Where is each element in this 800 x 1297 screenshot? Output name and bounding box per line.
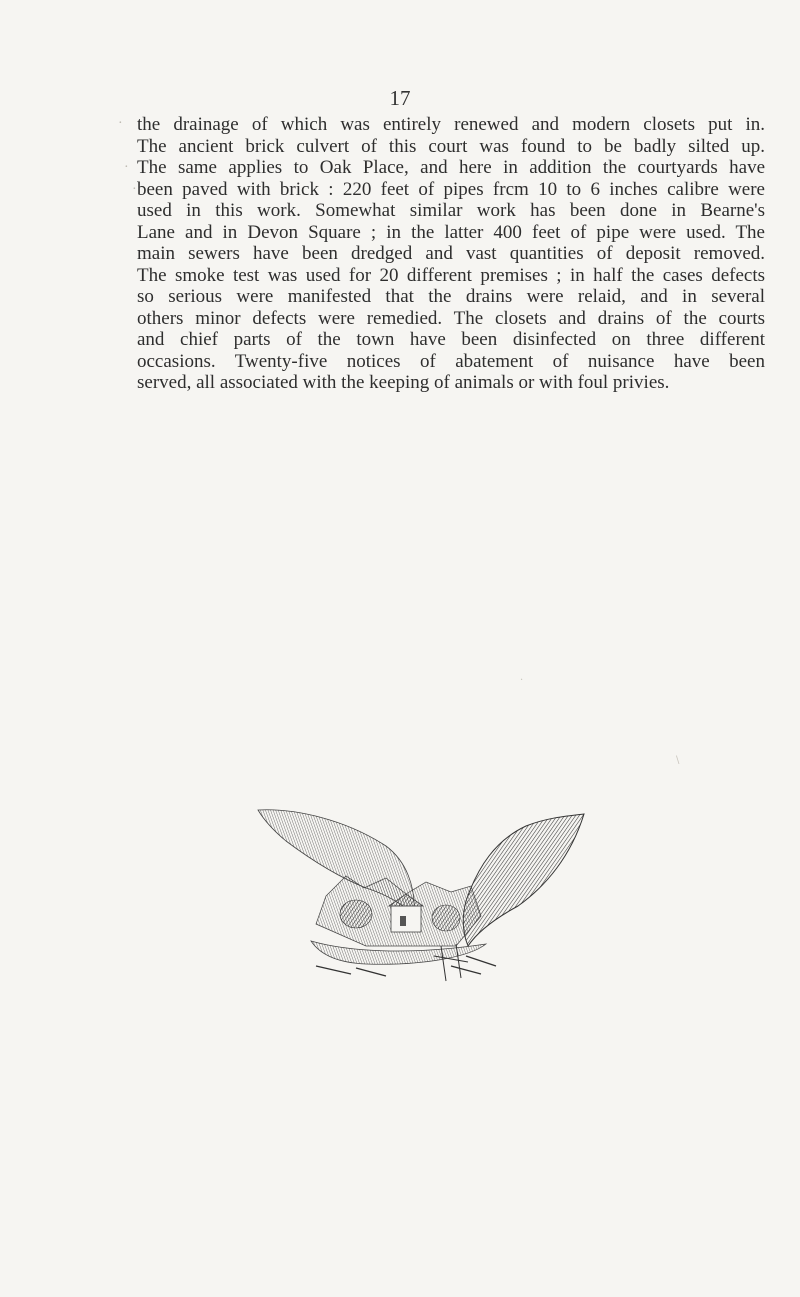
vignette-landscape-illustration-icon xyxy=(256,806,586,986)
body-paragraph xyxy=(137,114,765,394)
paper-speck: \ xyxy=(676,755,680,766)
text-line: so serious were manifested that the drains were relaid, and in several xyxy=(137,286,765,307)
page-number: 17 xyxy=(389,86,411,110)
text-line: been paved with brick : 220 feet of pipes frcm 10 to 6 inches calibre were xyxy=(137,178,765,200)
tree xyxy=(340,900,372,928)
text-line: The ancient brick culvert of this court was found to be badly silted up. xyxy=(137,135,765,157)
margin-mark: · xyxy=(124,160,129,175)
paper-speck: · xyxy=(520,675,524,686)
right-wing xyxy=(463,814,584,946)
text-line: the drainage of which was entirely renewed and modern closets put in. xyxy=(137,114,765,135)
text-line: others minor defects were remedied. The closets and drains of the courts xyxy=(137,307,765,329)
text-line: main sewers have been dredged and vast quantities of deposit removed. xyxy=(137,243,765,264)
margin-mark: · xyxy=(132,182,137,197)
text-line: Lane and in Devon Square ; in the latter 400 feet of pipe were used. The xyxy=(137,221,765,243)
text-line: The same applies to Oak Place, and here in addition the courtyards have xyxy=(137,157,765,178)
text-line: The smoke test was used for 20 different premises ; in half the cases defects xyxy=(137,264,765,286)
text-line: and chief parts of the town have been disinfected on three different xyxy=(137,329,765,350)
text-line: served, all associated with the keeping of animals or with foul privies. xyxy=(137,372,670,393)
margin-mark: · xyxy=(118,116,123,131)
tree xyxy=(432,905,460,931)
building-door xyxy=(400,916,406,926)
text-line: used in this work. Somewhat similar work has been done in Bearne's xyxy=(137,200,765,221)
text-line: occasions. Twenty-five notices of abatement of nuisance have been xyxy=(137,350,765,372)
